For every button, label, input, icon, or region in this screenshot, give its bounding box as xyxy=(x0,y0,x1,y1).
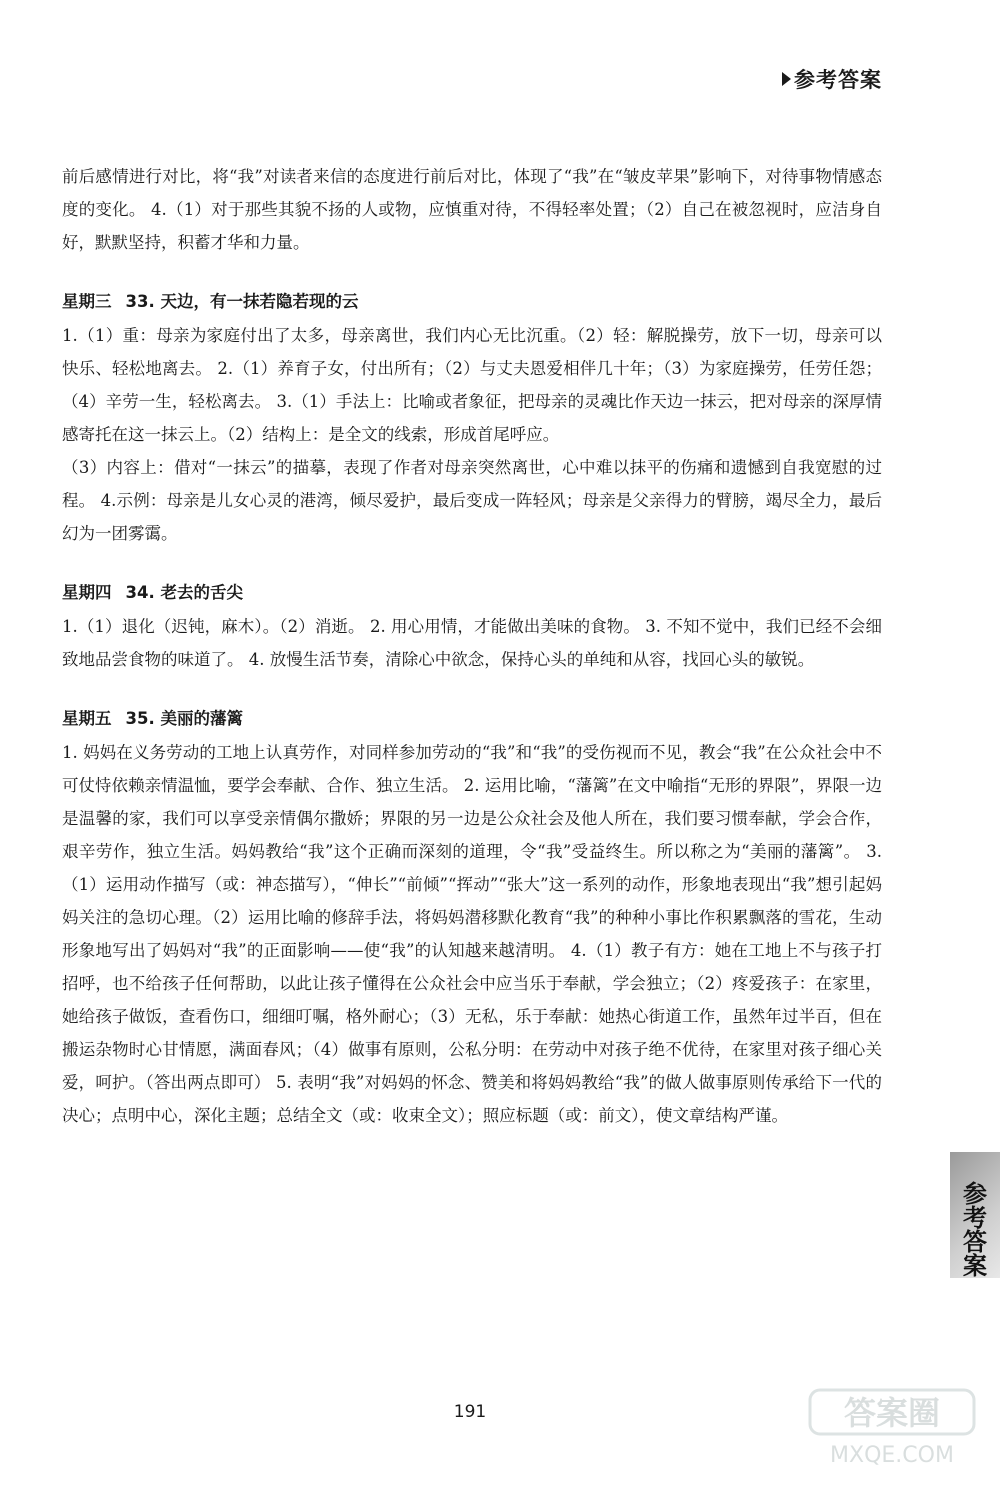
watermark-title: 答案圈 xyxy=(843,1394,941,1432)
section-heading: 34. 老去的舌尖 xyxy=(125,583,243,602)
answer-content xyxy=(62,160,882,1132)
answer-paragraph: （3）内容上：借对“一抹云”的描摹，表现了作者对母亲突然离世，心中难以抹平的伤痛和遗憾到自我宽慰的过程。 4.示例：母亲是儿女心灵的港湾，倾尽爱护，最后变成一阵轻风；母亲是父亲得力的臂膀，竭尽全力，最后幻为一团雾霭。 xyxy=(62,458,882,543)
section-day: 星期三 xyxy=(62,292,112,311)
section-title xyxy=(62,702,882,736)
side-tab-label xyxy=(950,1182,1000,1278)
header-title: 参考答案 xyxy=(794,68,882,92)
section-heading: 33. 天边，有一抹若隐若现的云 xyxy=(125,292,359,311)
section-friday xyxy=(62,702,882,1132)
triangle-marker-icon xyxy=(782,72,791,86)
intro-paragraph: 前后感情进行对比，将“我”对读者来信的态度进行前后对比，体现了“我”在“皱皮苹果”影响下，对待事物情感态度的变化。 4.（1）对于那些其貌不扬的人或物，应慎重对待，不得轻率处置；（2）自己在被忽视时，应洁身自好，默默坚持，积蓄才华和力量。 xyxy=(62,167,882,252)
section-heading: 35. 美丽的藩篱 xyxy=(125,709,243,728)
side-tab-char: 答 xyxy=(963,1228,987,1256)
section-title xyxy=(62,576,882,610)
answer-paragraph: 1. 妈妈在义务劳动的工地上认真劳作，对同样参加劳动的“我”和“我”的受伤视而不见，教会“我”在公众社会中不可仗恃依赖亲情温恤，要学会奉献、合作、独立生活。 2. 运用比喻，“藩篱”在文中喻指“无形的界限”，界限一边是温馨的家，我们可以享受亲情偶尔撒娇；界限的另一边是公众社会及他人所在，我们要习惯奉献，学会合作，艰辛劳作，独立生活。妈妈教给“我”这个正确而深刻的道理，令“我”受益终生。所以称之为“美丽的藩篱”。 3.（1）运用动作描写（或：神态描写），“伸长”“前倾”“挥动”“张大”这一系列的动作，形象地表现出“我”想引起妈妈关注的急切心理。（2）运用比喻的修辞手法，将妈妈潜移默化教育“我”的种种小事比作积累飘落的雪花，生动形象地写出了妈妈对“我”的正面影响——使“我”的认知越来越清明。 4.（1）教子有方：她在工地上不与孩子打招呼，也不给孩子任何帮助，以此让孩子懂得在公众社会中应当乐于奉献，学会独立；（2）疼爱孩子：在家里，她给孩子做饭，查看伤口，细细叮嘱，格外耐心；（3）无私，乐于奉献：她热心街道工作，虽然年过半百，但在搬运杂物时心甘情愿，满面春风；（4）做事有原则，公私分明：在劳动中对孩子绝不优待，在家里对孩子细心关爱，呵护。（答出两点即可） 5. 表明“我”对妈妈的怀念、赞美和将妈妈教给“我”的做人做事原则传承给下一代的决心；点明中心，深化主题；总结全文（或：收束全文）；照应标题（或：前文），使文章结构严谨。 xyxy=(62,743,882,1125)
section-day: 星期四 xyxy=(62,583,112,602)
side-tab-char: 案 xyxy=(963,1252,987,1280)
section-title xyxy=(62,285,882,319)
section-wednesday xyxy=(62,285,882,550)
side-tab xyxy=(950,1152,1000,1278)
section-thursday xyxy=(62,576,882,676)
watermark-logo xyxy=(806,1386,978,1470)
watermark-url: MXQE.COM xyxy=(830,1443,954,1468)
side-tab-char: 考 xyxy=(963,1204,987,1232)
section-day: 星期五 xyxy=(62,709,112,728)
page-number: 191 xyxy=(453,1402,487,1422)
answer-paragraph: 1.（1）重：母亲为家庭付出了太多，母亲离世，我们内心无比沉重。（2）轻：解脱操劳，放下一切，母亲可以快乐、轻松地离去。 2.（1）养育子女，付出所有；（2）与丈夫恩爱相伴几十年；（3）为家庭操劳，任劳任怨；（4）辛劳一生，轻松离去。 3.（1）手法上：比喻或者象征，把母亲的灵魂比作天边一抹云，把对母亲的深厚情感寄托在这一抹云上。（2）结构上：是全文的线索，形成首尾呼应。 xyxy=(62,326,882,444)
side-tab-char: 参 xyxy=(963,1180,987,1208)
answer-paragraph: 1.（1）退化（迟钝，麻木）。（2）消逝。 2. 用心用情，才能做出美味的食物。 3. 不知不觉中，我们已经不会细致地品尝食物的味道了。 4. 放慢生活节奏，清除心中欲念，保持心头的单纯和从容，找回心头的敏锐。 xyxy=(62,617,882,669)
page-header xyxy=(782,64,882,94)
